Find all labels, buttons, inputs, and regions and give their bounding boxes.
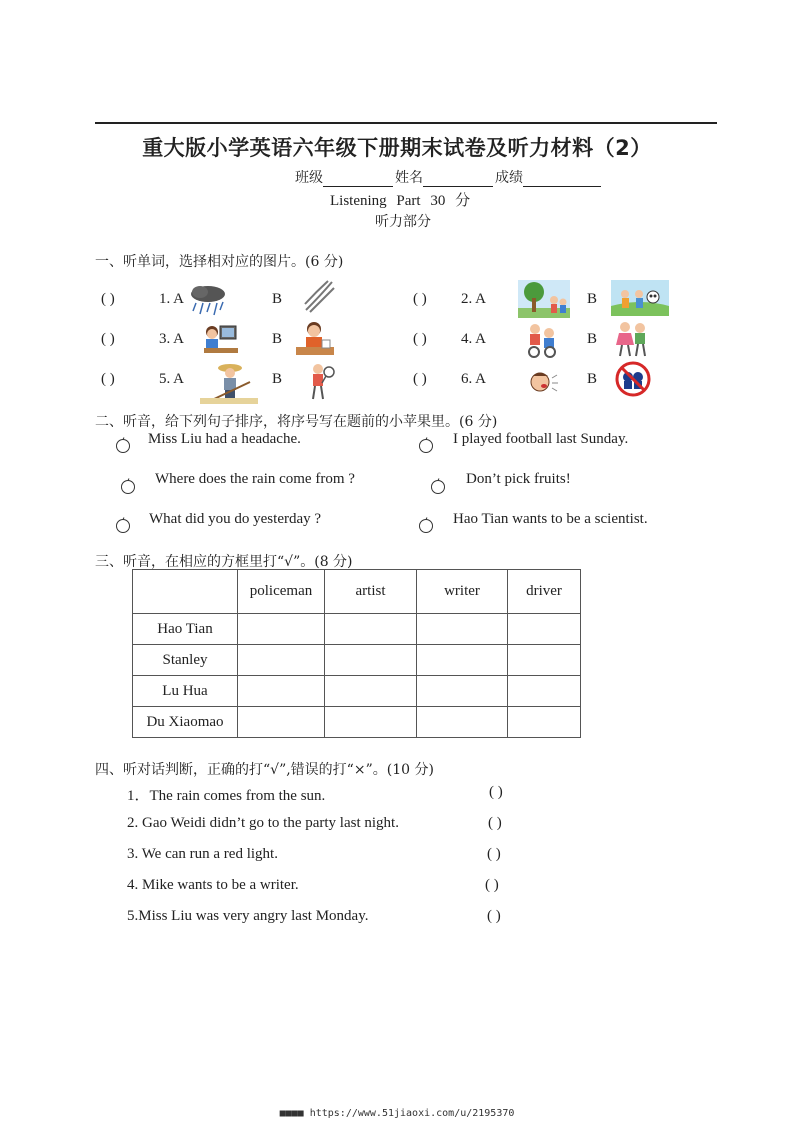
item-2-b: B [587, 291, 598, 307]
job-check-table [132, 569, 581, 738]
item-5-b: B [272, 371, 283, 387]
check-cell[interactable] [325, 676, 417, 707]
answer-paren-5[interactable]: ( ) [101, 371, 115, 387]
check-cell[interactable] [325, 645, 417, 676]
page-title: 重大版小学英语六年级下册期末试卷及听力材料（2） [142, 136, 652, 160]
answer-paren-1[interactable]: ( ) [101, 291, 115, 307]
sentence-3: Where does the rain come from ? [155, 471, 355, 487]
judge-paren-4[interactable]: ( ) [485, 877, 499, 893]
section2-heading: 二、听音，给下列句子排序，将序号写在题前的小苹果里。(6 分) [95, 414, 498, 430]
picnic-scene-picture [611, 280, 669, 316]
table-header-row [133, 570, 581, 614]
check-cell[interactable] [417, 707, 508, 738]
tennis-player-picture [306, 361, 336, 401]
item-6-label: 6. A [461, 371, 487, 387]
score-blank[interactable] [523, 172, 601, 187]
check-cell[interactable] [508, 645, 581, 676]
check-cell[interactable] [238, 676, 325, 707]
row-name: Lu Hua [133, 676, 238, 707]
judge-paren-1[interactable]: ( ) [489, 784, 503, 800]
apple-answer-circle-2[interactable] [418, 437, 434, 453]
statement-2: 2. Gao Weidi didn’t go to the party last night. [127, 815, 399, 831]
check-cell[interactable] [417, 645, 508, 676]
boy-shouting-picture [524, 368, 558, 396]
score-label: 成绩 [495, 170, 523, 186]
children-tree-picture [518, 280, 570, 318]
class-label: 班级 [295, 170, 323, 186]
judge-paren-5[interactable]: ( ) [487, 908, 501, 924]
name-blank[interactable] [423, 172, 493, 187]
item-1-b: B [272, 291, 283, 307]
table-header-blank [133, 570, 238, 614]
item-4-label: 4. A [461, 331, 487, 347]
check-cell[interactable] [238, 707, 325, 738]
farmer-working-picture [200, 360, 258, 404]
sentence-6: Hao Tian wants to be a scientist. [453, 511, 648, 527]
check-cell[interactable] [508, 707, 581, 738]
wind-picture [302, 278, 336, 316]
answer-paren-2[interactable]: ( ) [413, 291, 427, 307]
check-cell[interactable] [238, 645, 325, 676]
class-blank[interactable] [323, 172, 393, 187]
table-row [133, 676, 581, 707]
check-cell[interactable] [508, 676, 581, 707]
children-dancing-picture [613, 319, 651, 359]
statement-4: 4. Mike wants to be a writer. [127, 877, 299, 893]
answer-paren-3[interactable]: ( ) [101, 331, 115, 347]
sentence-2: I played football last Sunday. [453, 431, 629, 447]
boy-at-computer-picture [202, 322, 240, 356]
check-cell[interactable] [238, 614, 325, 645]
rain-cloud-picture [188, 283, 228, 317]
sentence-5: What did you do yesterday ? [149, 511, 322, 527]
boy-reading-picture [294, 320, 336, 358]
col-driver: driver [508, 570, 581, 614]
check-cell[interactable] [417, 614, 508, 645]
listening-part-cn: 听力部分 [375, 214, 431, 230]
check-cell[interactable] [417, 676, 508, 707]
table-row [133, 645, 581, 676]
listening-part-label: Listening Part 30 分 [330, 193, 471, 209]
no-shouting-sign-picture [614, 360, 652, 398]
apple-answer-circle-6[interactable] [418, 517, 434, 533]
item-4-b: B [587, 331, 598, 347]
row-name: Hao Tian [133, 614, 238, 645]
item-6-b: B [587, 371, 598, 387]
check-cell[interactable] [325, 707, 417, 738]
judge-paren-2[interactable]: ( ) [488, 815, 502, 831]
answer-paren-6[interactable]: ( ) [413, 371, 427, 387]
check-cell[interactable] [325, 614, 417, 645]
statement-1: 1．The rain comes from the sun. [127, 788, 326, 804]
statement-3: 3. We can run a red light. [127, 846, 278, 862]
top-rule [95, 122, 717, 124]
item-5-label: 5. A [159, 371, 185, 387]
col-artist: artist [325, 570, 417, 614]
footer-url[interactable]: ■■■■ https://www.51jiaoxi.com/u/2195370 [279, 1108, 515, 1119]
section4-heading: 四、听对话判断，正确的打“√”,错误的打“×”。(10 分) [95, 762, 434, 778]
table-row [133, 614, 581, 645]
apple-answer-circle-5[interactable] [115, 517, 131, 533]
section1-heading: 一、听单词，选择相对应的图片。(6 分) [95, 254, 344, 270]
item-2-label: 2. A [461, 291, 487, 307]
name-label: 姓名 [395, 170, 423, 186]
sentence-4: Don’t pick fruits! [466, 471, 571, 487]
injured-children-picture [522, 321, 560, 359]
table-row [133, 707, 581, 738]
section3-heading: 三、听音，在相应的方框里打“√”。(8 分) [95, 554, 353, 570]
item-3-label: 3. A [159, 331, 185, 347]
row-name: Stanley [133, 645, 238, 676]
check-cell[interactable] [508, 614, 581, 645]
answer-paren-4[interactable]: ( ) [413, 331, 427, 347]
apple-answer-circle-4[interactable] [430, 478, 446, 494]
apple-answer-circle-3[interactable] [120, 478, 136, 494]
item-1-label: 1. A [159, 291, 185, 307]
apple-answer-circle-1[interactable] [115, 437, 131, 453]
item-3-b: B [272, 331, 283, 347]
statement-5: 5.Miss Liu was very angry last Monday. [127, 908, 369, 924]
sentence-1: Miss Liu had a headache. [148, 431, 301, 447]
row-name: Du Xiaomao [133, 707, 238, 738]
col-writer: writer [417, 570, 508, 614]
col-policeman: policeman [238, 570, 325, 614]
student-info-line [295, 167, 603, 187]
judge-paren-3[interactable]: ( ) [487, 846, 501, 862]
